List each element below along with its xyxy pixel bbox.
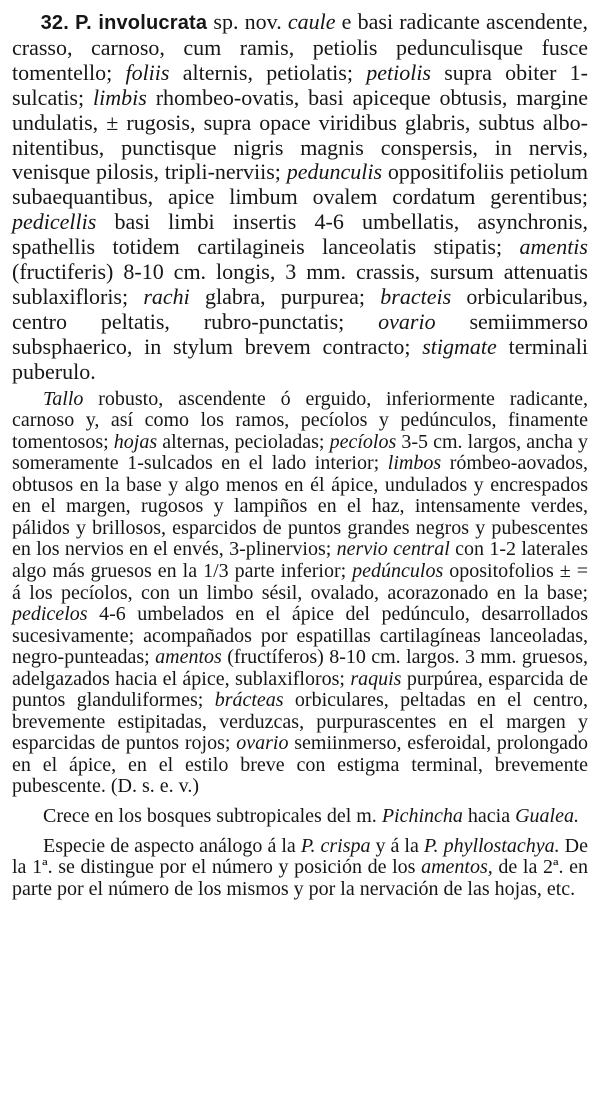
italic-term: Gualea. — [515, 804, 579, 827]
text-run: con 1-2 laterales algo más gruesos en la 1/3 parte inferior; — [12, 538, 588, 582]
text-run: purpúrea, esparcida de puntos glanduliformes; — [12, 667, 588, 712]
italic-term: caule — [287, 9, 336, 34]
text-run: De la 1ª. se distingue por el número y posición de los — [12, 834, 589, 879]
text-run: alternas, pecioladas; — [157, 430, 330, 453]
text-run: basi limbi insertis 4-6 umbellatis, asynchronis, spathellis totidem cartilagineis lanceolatis stipatis; — [12, 209, 588, 260]
text-run: rómbeo-aovados, obtusos en la base y algo menos en él ápice, undulados y encrespados en el margen, rugosos y lampiños en el haz, intensamente verdes, pálidos y brillosos, esparcidos de puntos grandes negros y pubescentes en los nervios en el envés, 3-plinervios; — [12, 452, 589, 561]
text-run: semiimmerso subsphaerico, in stylum brevem contracto; — [12, 308, 589, 359]
text-run: rhombeo-ovatis, basi apiceque obtusis, margine undulatis, ± rugosis, supra opace viridibus glabris, subtus albo-nitentibus, punctisque nigris magnis conspersis, in nervis, venisque pilosis, tripli-nerviis; — [12, 84, 588, 185]
italic-term: P. crispa — [300, 834, 371, 857]
spanish-description — [12, 389, 588, 901]
italic-term: pecíolos — [329, 430, 397, 453]
text-run: de la 2ª. en parte por el número de los mismos y por la nervación de las hojas, etc. — [12, 856, 588, 900]
text-run: hacia — [462, 804, 516, 827]
text-run: Crece en los bosques subtropicales del m. — [43, 804, 382, 827]
spanish-paragraph-habitat — [12, 806, 588, 828]
italic-term: hojas — [113, 430, 158, 453]
italic-term: limbis — [93, 84, 147, 110]
italic-term: pedúnculos — [352, 559, 444, 582]
text-run: sp. nov. — [207, 9, 288, 34]
italic-term: nervio central — [336, 538, 450, 561]
latin-paragraph — [12, 10, 588, 385]
italic-term: rachi — [143, 283, 190, 309]
text-run: glabra, purpurea; — [189, 283, 381, 309]
text-run: orbicularibus, centro peltatis, rubro-punctatis; — [12, 283, 588, 334]
text-run: terminali puberulo. — [12, 333, 589, 384]
text-run: orbiculares, peltadas en el centro, brevemente estipitadas, verduzcas, purpurascentes en el margen y esparcidas de puntos rojos; — [12, 689, 588, 755]
latin-description — [12, 10, 588, 385]
italic-term: bracteis — [380, 283, 452, 309]
text-run: 3-5 cm. largos, ancha y someramente 1-sulcados en el lado interior; — [12, 430, 589, 475]
latin-text — [12, 9, 588, 384]
italic-term: pedicelos — [12, 603, 88, 626]
italic-term: petiolis — [366, 59, 431, 85]
text-run: (fructíferos) 8-10 cm. largos. 3 mm. gruesos, adelgazados hacia el ápice, sublaxifloros; — [12, 646, 588, 690]
italic-term: raquis — [350, 667, 402, 690]
italic-term: P. phyllostachya. — [423, 834, 560, 857]
text-run: opositofolios ± = á los pecíolos, con un limbo sésil, ovalado, acorazonado en la base; — [12, 559, 588, 604]
species-binomial: P. involucrata — [75, 12, 208, 34]
text-run: robusto, ascendente ó erguido, inferiormente radicante, carnoso y, así como los ramos, pecíolos y pedúnculos, finamente tomentosos; — [12, 387, 588, 453]
italic-term: amentis — [519, 234, 588, 260]
italic-term: pedicellis — [12, 209, 97, 235]
italic-term: amentos, — [421, 856, 493, 879]
text-run: (fructiferis) 8-10 cm. longis, 3 mm. crassis, sursum attenuatis sublaxifloris; — [12, 259, 588, 309]
text-run: y á la — [370, 834, 424, 857]
italic-term: Tallo — [43, 387, 84, 410]
italic-term: Pichincha — [381, 804, 463, 827]
species-number: 32. — [40, 12, 69, 34]
italic-term: ovario — [236, 732, 289, 755]
text-run: oppositifoliis petiolum subaequantibus, apice limbum ovalem cordatum gerentibus; — [12, 159, 588, 210]
text-run: Especie de aspecto análogo á la — [43, 834, 301, 857]
text-run: semiinmerso, esferoidal, prolongado en el ápice, en el estilo breve con estigma terminal, brevemente pubescente. (D. s. e. v.) — [12, 732, 588, 798]
spanish-paragraph-comparison — [12, 836, 588, 901]
italic-term: foliis — [125, 59, 170, 85]
italic-term: pedunculis — [286, 159, 383, 185]
italic-term: amentos — [155, 646, 222, 669]
spanish-paragraph-description — [12, 389, 588, 798]
italic-term: ovario — [378, 308, 436, 334]
text-run: alternis, petiolatis; — [169, 59, 367, 85]
text-run: e basi radicante ascendente, crasso, carnoso, cum ramis, petiolis pedunculisque fusce tomentello; — [12, 9, 588, 85]
italic-term: limbos — [387, 452, 442, 475]
italic-term: stigmate — [422, 333, 497, 359]
italic-term: brácteas — [214, 689, 284, 712]
text-run: supra obiter 1-sulcatis; — [12, 59, 589, 110]
text-run: 4-6 umbelados en el ápice del pedúnculo, desarrollados sucesivamente; acompañados por espatillas cartilagíneas lanceoladas, negro-punteadas; — [12, 603, 588, 669]
